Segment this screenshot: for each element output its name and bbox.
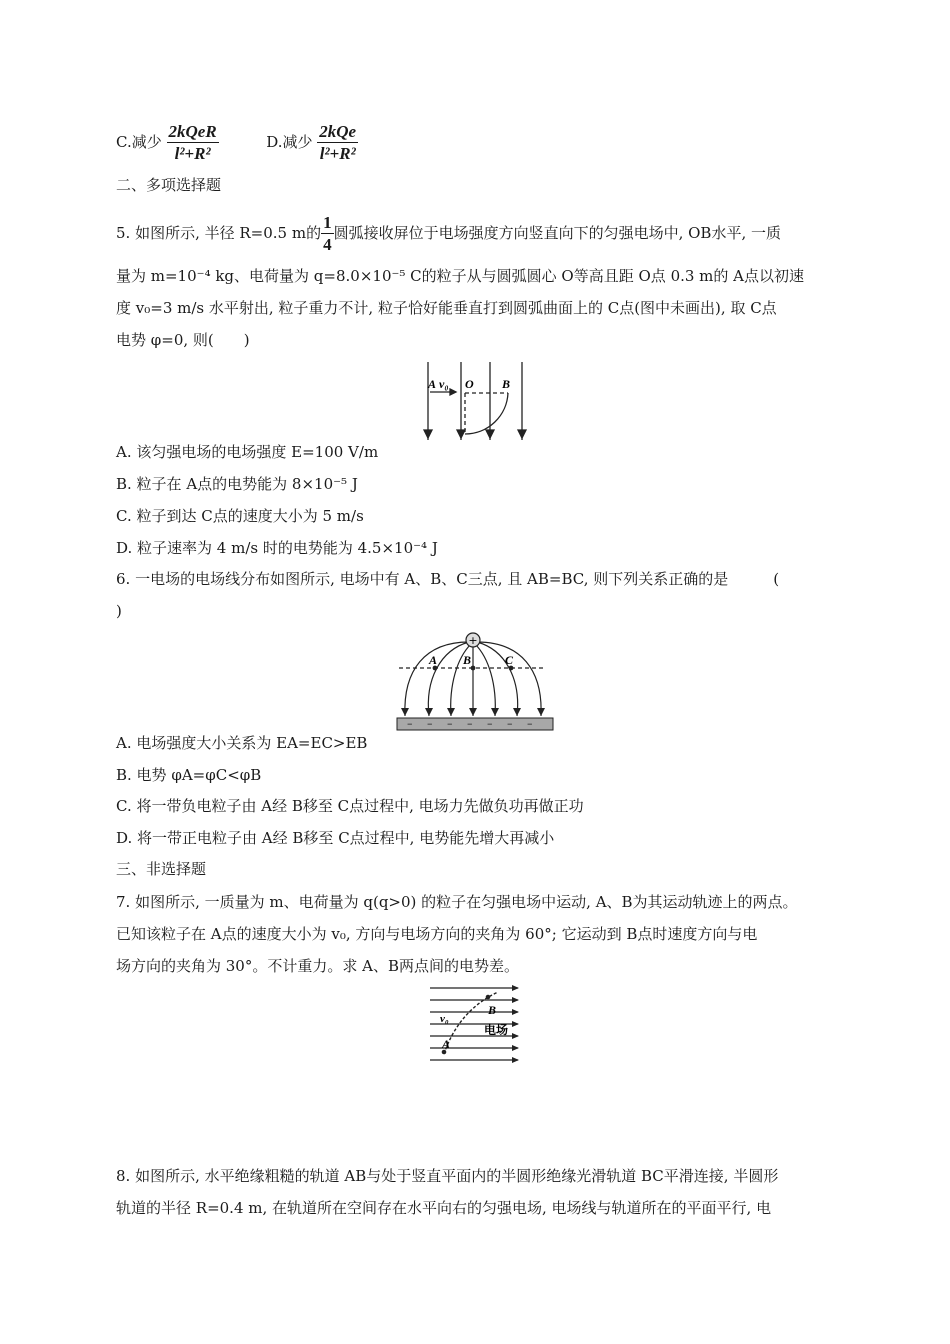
q6-fig-minus-3: – xyxy=(447,717,453,730)
section-2-heading: 二、多项选择题 xyxy=(116,176,222,194)
q5-line-1-b: 圆弧接收屏位于电场强度方向竖直向下的匀强电场中, OB水平, 一质 xyxy=(333,224,781,242)
q6-option-b: B. 电势 φA=φC<φB xyxy=(116,766,262,784)
q5-fraction-numerator: 1 xyxy=(323,212,332,232)
q7-line-3: 场方向的夹角为 30°。不计重力。求 A、B两点间的电势差。 xyxy=(116,957,519,975)
q6-option-c: C. 将一带负电粒子由 A经 B移至 C点过程中, 电场力先做负功再做正功 xyxy=(116,797,584,815)
q5-line-1-a: 5. 如图所示, 半径 R=0.5 m的 xyxy=(116,224,322,242)
q6-fig-minus-7: – xyxy=(527,717,533,730)
q4-option-d-fraction xyxy=(317,122,358,165)
q5-fraction-denominator: 4 xyxy=(323,234,332,254)
q7-fig-label-a: A xyxy=(442,1037,451,1051)
q5-option-d: D. 粒子速率为 4 m/s 时的电势能为 4.5×10⁻⁴ J xyxy=(116,539,438,557)
q5-figure xyxy=(418,360,530,444)
q6-option-a: A. 电场强度大小关系为 EA=EC>EB xyxy=(116,734,368,752)
q6-line-2: ) xyxy=(116,602,122,620)
q4-option-d-numerator: 2kQe xyxy=(319,121,357,141)
q6-fig-minus-5: – xyxy=(487,717,493,730)
q6-fig-label-a: A xyxy=(429,653,438,667)
q5-option-b: B. 粒子在 A点的电势能为 8×10⁻⁵ J xyxy=(116,475,358,493)
q6-fig-minus-1: – xyxy=(407,717,413,730)
q4-option-c-fraction xyxy=(167,122,219,165)
q7-line-1: 7. 如图所示, 一质量为 m、电荷量为 q(q>0) 的粒子在匀强电场中运动, A、B为其运动轨迹上的两点。 xyxy=(116,893,798,911)
q4-option-c-prefix: C.减少 xyxy=(116,133,162,151)
q5-fig-label-b: B xyxy=(502,377,511,391)
q4-option-d-prefix: D.减少 xyxy=(266,133,313,151)
q4-option-d-denominator: l²+R² xyxy=(319,143,356,163)
q5-fig-label-a: A xyxy=(428,377,437,391)
q6-option-d: D. 将一带正电粒子由 A经 B移至 C点过程中, 电势能先增大再减小 xyxy=(116,829,555,847)
q4-option-c-numerator: 2kQeR xyxy=(168,121,217,141)
q8-line-1: 8. 如图所示, 水平绝缘粗糙的轨道 AB与处于竖直平面内的半圆形绝缘光滑轨道 BC平滑连接, 半圆形 xyxy=(116,1167,779,1185)
q4-option-c-denominator: l²+R² xyxy=(174,143,211,163)
q8-line-2: 轨道的半径 R=0.4 m, 在轨道所在空间存在水平向右的匀强电场, 电场线与轨道所在的平面平行, 电 xyxy=(116,1199,772,1217)
q5-line-2: 量为 m=10⁻⁴ kg、电荷量为 q=8.0×10⁻⁵ C的粒子从与圆弧圆心 O等高且距 O点 0.3 m的 A点以初速 xyxy=(116,267,805,285)
q7-line-2: 已知该粒子在 A点的速度大小为 v₀, 方向与电场方向的夹角为 60°; 它运动到 B点时速度方向与电 xyxy=(116,925,758,943)
q4-options xyxy=(116,118,358,166)
q5-option-c: C. 粒子到达 C点的速度大小为 5 m/s xyxy=(116,507,364,525)
q6-fig-label-b: B xyxy=(463,653,472,667)
q7-figure xyxy=(426,982,524,1068)
q6-fig-minus-2: – xyxy=(427,717,433,730)
q5-line-1 xyxy=(116,212,781,254)
q5-quarter-fraction xyxy=(321,213,334,256)
q6-fig-minus-4: – xyxy=(467,717,473,730)
section-3-heading: 三、非选择题 xyxy=(116,860,207,878)
q6-fig-label-c: C xyxy=(505,653,514,667)
q6-figure xyxy=(395,630,555,732)
q6-line-1: 6. 一电场的电场线分布如图所示, 电场中有 A、B、C三点, 且 AB=BC, 则下列关系正确的是 ( xyxy=(116,570,780,588)
q7-fig-label-field: 电场 xyxy=(484,1023,509,1037)
q5-fig-label-o: O xyxy=(465,377,474,391)
q7-fig-label-v0: v₀ xyxy=(440,1013,449,1025)
q6-fig-plus-charge: + xyxy=(468,634,478,647)
q5-fig-label-v0: v₀ xyxy=(439,377,449,391)
q5-line-3: 度 v₀=3 m/s 水平射出, 粒子重力不计, 粒子恰好能垂直打到圆弧曲面上的 C点(图中未画出), 取 C点 xyxy=(116,299,777,317)
q5-line-4: 电势 φ=0, 则( ) xyxy=(116,331,250,349)
q6-fig-minus-6: – xyxy=(507,717,513,730)
q7-fig-label-b: B xyxy=(488,1003,497,1017)
q5-option-a: A. 该匀强电场的电场强度 E=100 V/m xyxy=(116,443,379,461)
